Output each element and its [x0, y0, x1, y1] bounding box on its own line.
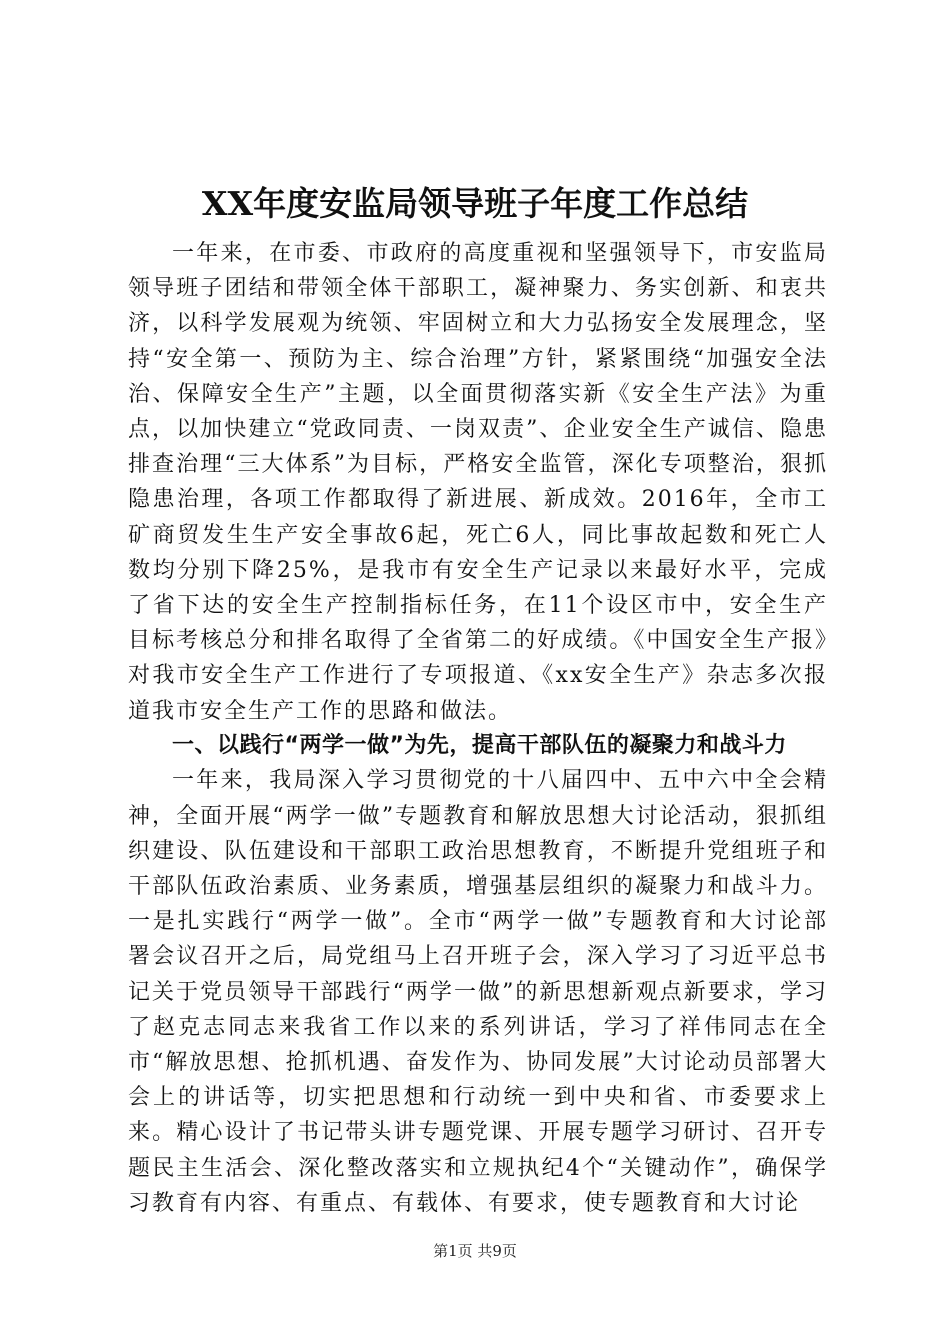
document-title: XX年度安监局领导班子年度工作总结 [201, 184, 749, 223]
section-heading: 一、以践行“两学一做”为先，提高干部队伍的凝聚力和战斗力 [172, 732, 787, 758]
document-body [128, 236, 828, 1221]
page-footer: 第1页 共9页 [433, 1242, 517, 1260]
section-paragraph: 一年来，我局深入学习贯彻党的十八届四中、五中六中全会精神，全面开展“两学一做”专题教育和解放思想大讨论活动，狠抓组织建设、队伍建设和干部职工政治思想教育，不断提升党组班子和干部队伍政治素质、业务素质，增强基层组织的凝聚力和战斗力。一是扎实践行“两学一做”。全市“两学一做”专题教育和大讨论部署会议召开之后，局党组马上召开班子会，深入学习了习近平总书记关于党员领导干部践行“两学一做”的新思想新观点新要求，学习了赵克志同志来我省工作以来的系列讲话，学习了祥伟同志在全市“解放思想、抢抓机遇、奋发作为、协同发展”大讨论动员部署大会上的讲话等，切实把思想和行动统一到中央和省、市委要求上来。精心设计了书记带头讲专题党课、开展专题学习研讨、召开专题民主生活会、深化整改落实和立规执纪4个“关键动作”，确保学习教育有内容、有重点、有载体、有要求，使专题教育和大讨论 [128, 768, 828, 1216]
intro-paragraph: 一年来，在市委、市政府的高度重视和坚强领导下，市安监局领导班子团结和带领全体干部职工，凝神聚力、务实创新、和衷共济，以科学发展观为统领、牢固树立和大力弘扬安全发展理念，坚持“安全第一、预防为主、综合治理”方针，紧紧围绕“加强安全法治、保障安全生产”主题，以全面贯彻落实新《安全生产法》为重点，以加快建立“党政同责、一岗双责”、企业安全生产诚信、隐患排查治理“三大体系”为目标，严格安全监管，深化专项整治，狠抓隐患治理，各项工作都取得了新进展、新成效。2016年，全市工矿商贸发生生产安全事故6起，死亡6人，同比事故起数和死亡人数均分别下降25%，是我市有安全生产记录以来最好水平，完成了省下达的安全生产控制指标任务，在11个设区市中，安全生产目标考核总分和排名取得了全省第二的好成绩。《中国安全生产报》对我市安全生产工作进行了专项报道、《xx安全生产》杂志多次报道我市安全生产工作的思路和做法。 [128, 241, 828, 724]
